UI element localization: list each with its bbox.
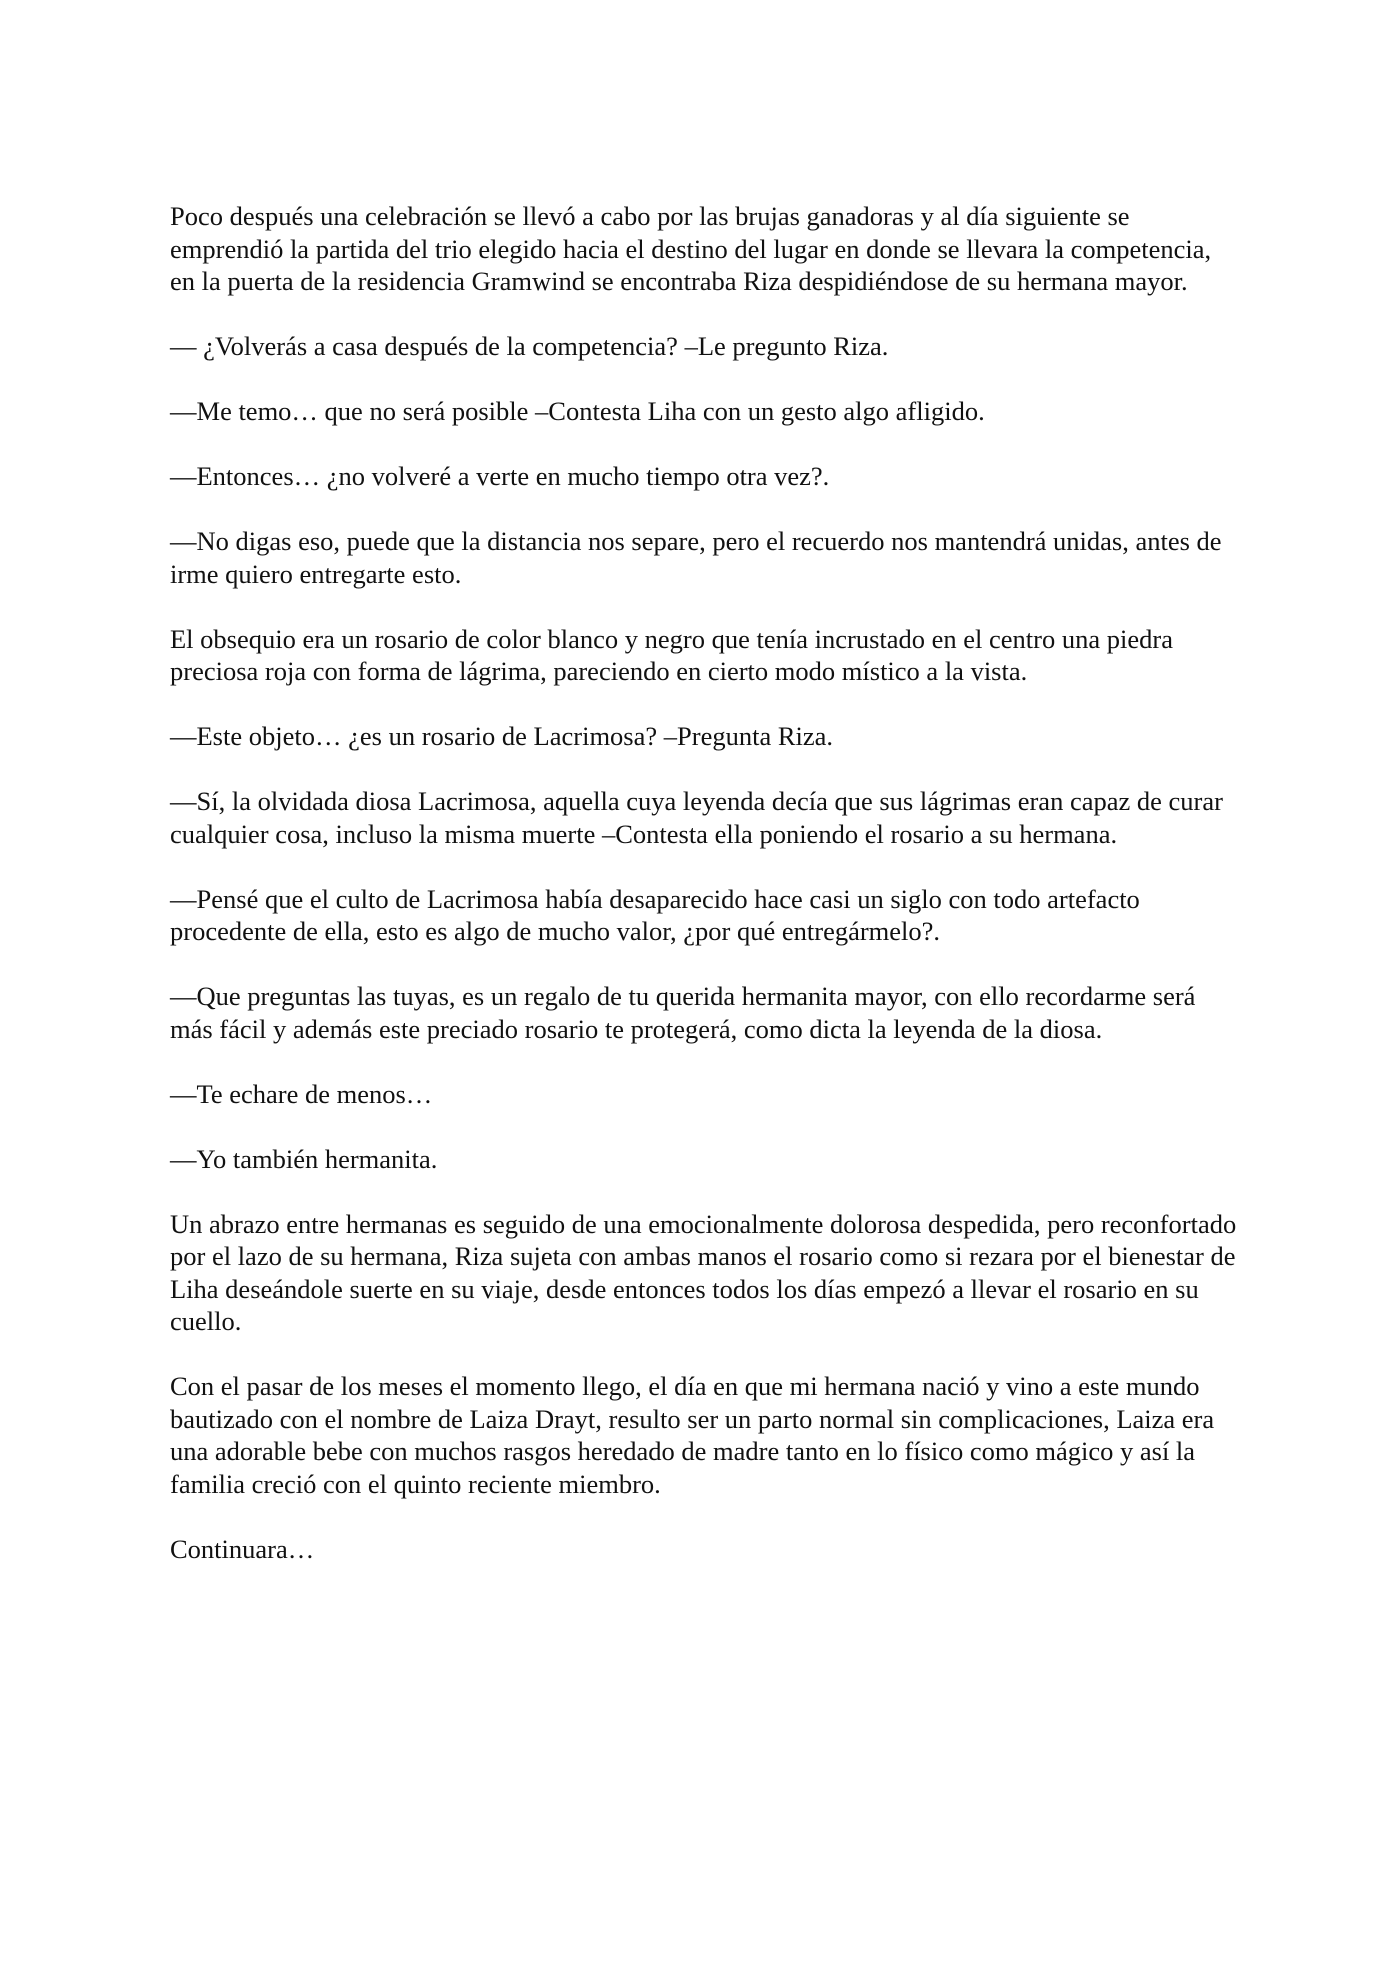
paragraph-rosary-description: El obsequio era un rosario de color blanco y negro que tenía incrustado en el centro una piedra preciosa roja con forma de lágrima, pareciendo en cierto modo místico a la vista. — [170, 623, 1173, 686]
document-text-body — [170, 200, 1240, 1598]
dialogue-line: —Sí, la olvidada diosa Lacrimosa, aquella cuya leyenda decía que sus lágrimas eran capaz de curar cualquier cosa, incluso la misma muerte –Contesta ella poniendo el rosario a su hermana. — [170, 786, 1223, 849]
dialogue-line: —Me temo… que no será posible –Contesta Liha con un gesto algo afligido. — [170, 396, 985, 426]
continuation-note: Continuara… — [170, 1533, 315, 1564]
dialogue-line: —Que preguntas las tuyas, es un regalo de tu querida hermanita mayor, con ello recordarme será más fácil y además este preciado rosario te protegerá, como dicta la leyenda de la diosa. — [170, 981, 1196, 1044]
paragraph-farewell: Un abrazo entre hermanas es seguido de una emocionalmente dolorosa despedida, pero reconfortado por el lazo de su hermana, Riza sujeta con ambas manos el rosario como si rezara por el bienestar de Liha deseándole suerte en su viaje, desde entonces todos los días empezó a llevar el rosario en su cuello. — [170, 1208, 1237, 1336]
dialogue-line: —Pensé que el culto de Lacrimosa había desaparecido hace casi un siglo con todo artefacto procedente de ella, esto es algo de mucho valor, ¿por qué entregármelo?. — [170, 883, 1140, 946]
paragraph-celebration: Poco después una celebración se llevó a cabo por las brujas ganadoras y al día siguiente se emprendió la partida del trio elegido hacia el destino del lugar en donde se llevara la competencia, en la puerta de la residencia Gramwind se encontraba Riza despidiéndose de su hermana mayor. — [170, 201, 1212, 296]
paragraph-birth: Con el pasar de los meses el momento llego, el día en que mi hermana nació y vino a este mundo bautizado con el nombre de Laiza Drayt, resulto ser un parto normal sin complicaciones, Laiza era una adorable bebe con muchos rasgos heredado de madre tanto en lo físico como mágico y así la familia creció con el quinto reciente miembro. — [170, 1371, 1215, 1499]
dialogue-line: —No digas eso, puede que la distancia nos separe, pero el recuerdo nos mantendrá unidas, antes de irme quiero entregarte esto. — [170, 526, 1222, 589]
dialogue-line: —Yo también hermanita. — [170, 1143, 438, 1174]
dialogue-line: — ¿Volverás a casa después de la competencia? –Le pregunto Riza. — [170, 331, 889, 361]
dialogue-line: —Entonces… ¿no volveré a verte en mucho tiempo otra vez?. — [170, 461, 830, 491]
dialogue-line: —Este objeto… ¿es un rosario de Lacrimosa? –Pregunta Riza. — [170, 721, 834, 751]
dialogue-line: —Te echare de menos… — [170, 1078, 433, 1109]
